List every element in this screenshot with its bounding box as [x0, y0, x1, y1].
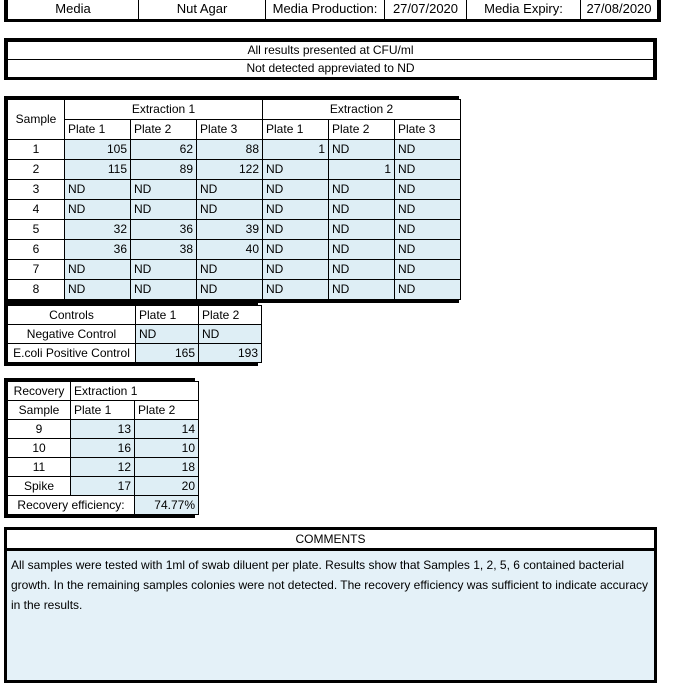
controls-row-label: Negative Control	[8, 325, 136, 344]
recovery-title: Recovery	[8, 382, 71, 401]
results-table	[7, 99, 461, 300]
table-row	[8, 240, 461, 260]
results-value-cell: ND	[65, 200, 131, 220]
comments-text: All samples were tested with 1ml of swab diluent per plate. Results show that Samples 1, 2, 5, 6 contained bacterial growth. In the remaining samples colonies were not detected. The recovery efficiency was sufficient to indicate accuracy in the results.	[7, 551, 654, 680]
results-value-cell: 62	[131, 140, 197, 160]
table-row	[8, 325, 262, 344]
results-value-cell: 122	[197, 160, 263, 180]
results-value-cell: ND	[263, 280, 329, 300]
results-value-cell: ND	[263, 160, 329, 180]
results-value-cell: ND	[131, 200, 197, 220]
results-value-cell: ND	[395, 260, 461, 280]
media-value-cell: Nut Agar	[139, 0, 266, 20]
results-value-cell: ND	[263, 260, 329, 280]
results-value-cell: ND	[329, 140, 395, 160]
results-value-cell: ND	[65, 260, 131, 280]
recovery-efficiency-value: 74.77%	[135, 496, 199, 515]
controls-header-row	[8, 306, 262, 325]
results-value-cell: 32	[65, 220, 131, 240]
results-value-cell: ND	[131, 260, 197, 280]
media-expiry-date-cell: 27/08/2020	[581, 0, 658, 20]
recovery-header-row	[8, 401, 199, 420]
recovery-plate-header: Plate 2	[135, 401, 199, 420]
recovery-value-cell: 13	[71, 420, 135, 439]
table-row	[8, 344, 262, 363]
results-sample-cell: 4	[8, 200, 65, 220]
results-sample-cell: 6	[8, 240, 65, 260]
comments-section	[4, 527, 657, 683]
results-value-cell: 88	[197, 140, 263, 160]
results-plate-header-row	[8, 120, 461, 140]
recovery-value-cell: 12	[71, 458, 135, 477]
comments-title: COMMENTS	[7, 530, 654, 551]
recovery-value-cell: 16	[71, 439, 135, 458]
controls-value-cell: 165	[136, 344, 199, 363]
table-row	[8, 260, 461, 280]
results-plate-header: Plate 1	[65, 120, 131, 140]
controls-value-cell: ND	[136, 325, 199, 344]
controls-header-label: Controls	[8, 306, 136, 325]
results-value-cell: ND	[329, 240, 395, 260]
results-value-cell: ND	[263, 200, 329, 220]
results-group-header-extraction-2: Extraction 2	[263, 100, 461, 120]
results-plate-header: Plate 1	[263, 120, 329, 140]
results-value-cell: ND	[329, 180, 395, 200]
results-value-cell: ND	[395, 280, 461, 300]
results-value-cell: ND	[197, 280, 263, 300]
table-row	[8, 477, 199, 496]
table-row	[8, 420, 199, 439]
recovery-value-cell: 10	[135, 439, 199, 458]
table-row	[8, 280, 461, 300]
table-row	[8, 439, 199, 458]
results-sample-cell: 8	[8, 280, 65, 300]
controls-table	[7, 305, 262, 363]
recovery-title-row	[8, 382, 199, 401]
results-value-cell: ND	[395, 200, 461, 220]
results-value-cell: ND	[395, 160, 461, 180]
results-value-cell: 1	[329, 160, 395, 180]
results-value-cell: ND	[395, 140, 461, 160]
recovery-group-header: Extraction 1	[71, 382, 199, 401]
recovery-efficiency-label: Recovery efficiency:	[8, 496, 135, 515]
results-value-cell: ND	[395, 240, 461, 260]
recovery-value-cell: 14	[135, 420, 199, 439]
results-value-cell: ND	[329, 280, 395, 300]
results-sample-cell: 3	[8, 180, 65, 200]
notes-table	[7, 41, 654, 78]
controls-value-cell: 193	[199, 344, 262, 363]
results-value-cell: ND	[197, 180, 263, 200]
results-group-header-row	[8, 100, 461, 120]
results-value-cell: 1	[263, 140, 329, 160]
notes-line-nd: Not detected appreviated to ND	[8, 60, 654, 78]
results-value-cell: 39	[197, 220, 263, 240]
table-row	[8, 0, 658, 20]
results-plate-header: Plate 2	[329, 120, 395, 140]
results-value-cell: ND	[131, 180, 197, 200]
results-value-cell: ND	[197, 200, 263, 220]
media-expiry-label-cell: Media Expiry:	[467, 0, 581, 20]
notes-line-units: All results presented at CFU/ml	[8, 42, 654, 60]
table-row	[8, 140, 461, 160]
results-value-cell: 36	[131, 220, 197, 240]
results-value-cell: ND	[263, 240, 329, 260]
results-sample-cell: 2	[8, 160, 65, 180]
results-value-cell: 115	[65, 160, 131, 180]
recovery-sample-cell: Spike	[8, 477, 71, 496]
table-row	[8, 458, 199, 477]
recovery-value-cell: 20	[135, 477, 199, 496]
media-production-date-cell: 27/07/2020	[385, 0, 467, 20]
table-row	[8, 180, 461, 200]
results-value-cell: ND	[65, 280, 131, 300]
recovery-value-cell: 18	[135, 458, 199, 477]
results-value-cell: ND	[395, 180, 461, 200]
results-value-cell: ND	[329, 200, 395, 220]
results-value-cell: 38	[131, 240, 197, 260]
results-sample-cell: 1	[8, 140, 65, 160]
results-value-cell: 40	[197, 240, 263, 260]
results-sample-cell: 7	[8, 260, 65, 280]
controls-row-label: E.coli Positive Control	[8, 344, 136, 363]
table-row	[8, 220, 461, 240]
table-row	[8, 200, 461, 220]
results-value-cell: ND	[263, 180, 329, 200]
results-plate-header: Plate 3	[197, 120, 263, 140]
recovery-sample-cell: 11	[8, 458, 71, 477]
recovery-efficiency-row	[8, 496, 199, 515]
media-info-table	[7, 0, 658, 20]
results-value-cell: ND	[65, 180, 131, 200]
recovery-table	[7, 381, 199, 515]
recovery-table-frame	[4, 378, 195, 518]
results-table-frame	[4, 96, 459, 303]
results-value-cell: 36	[65, 240, 131, 260]
controls-table-frame	[4, 302, 258, 366]
results-value-cell: ND	[197, 260, 263, 280]
results-value-cell: ND	[263, 220, 329, 240]
recovery-sample-header: Sample	[8, 401, 71, 420]
results-value-cell: 105	[65, 140, 131, 160]
media-info-strip	[4, 0, 661, 22]
results-value-cell: ND	[329, 220, 395, 240]
notes-banner	[4, 38, 657, 80]
table-row	[8, 160, 461, 180]
media-label-cell: Media	[8, 0, 139, 20]
results-value-cell: ND	[395, 220, 461, 240]
media-production-label-cell: Media Production:	[266, 0, 385, 20]
controls-value-cell: ND	[199, 325, 262, 344]
controls-plate-header: Plate 2	[199, 306, 262, 325]
results-plate-header: Plate 3	[395, 120, 461, 140]
results-value-cell: ND	[329, 260, 395, 280]
results-value-cell: 89	[131, 160, 197, 180]
recovery-sample-cell: 10	[8, 439, 71, 458]
controls-plate-header: Plate 1	[136, 306, 199, 325]
table-row	[8, 60, 654, 78]
results-sample-header: Sample	[8, 100, 65, 140]
results-sample-cell: 5	[8, 220, 65, 240]
recovery-plate-header: Plate 1	[71, 401, 135, 420]
results-value-cell: ND	[131, 280, 197, 300]
results-plate-header: Plate 2	[131, 120, 197, 140]
table-row	[8, 42, 654, 60]
recovery-value-cell: 17	[71, 477, 135, 496]
results-group-header-extraction-1: Extraction 1	[65, 100, 263, 120]
recovery-sample-cell: 9	[8, 420, 71, 439]
